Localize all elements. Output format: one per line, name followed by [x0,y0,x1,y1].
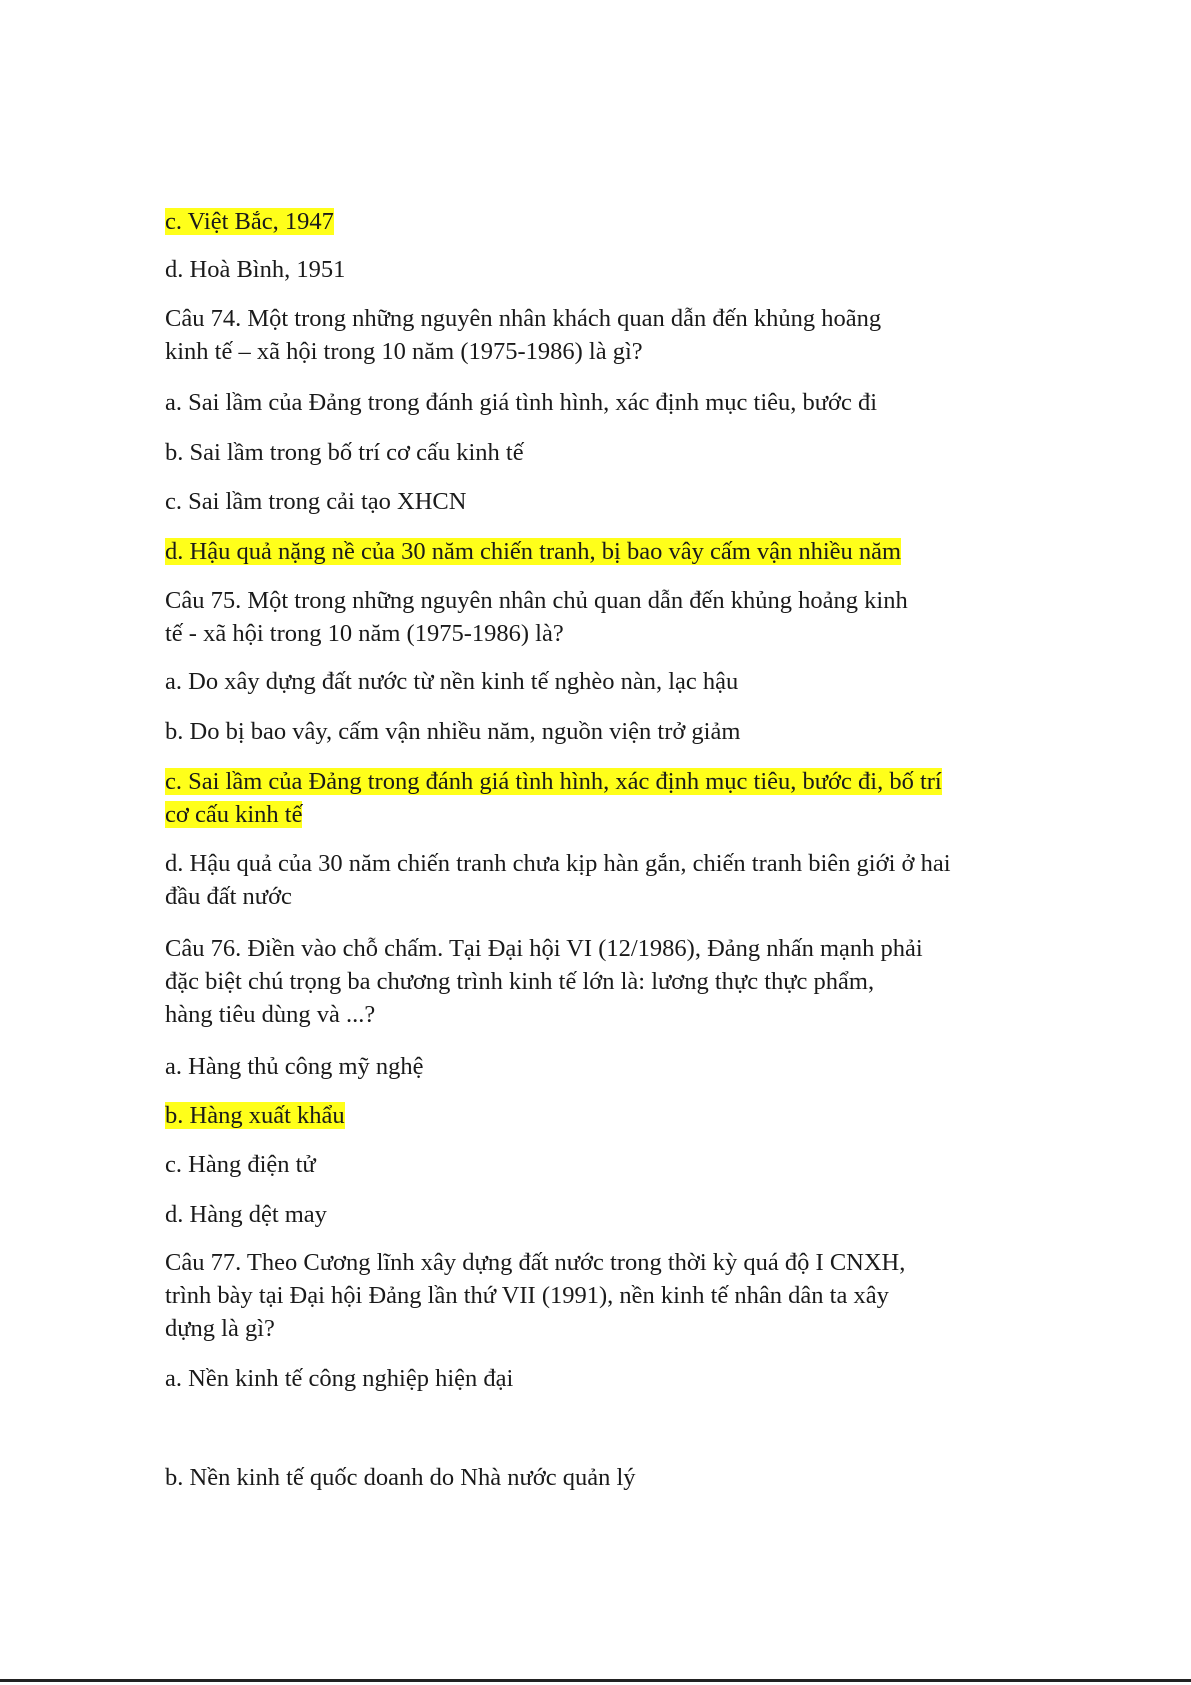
q77-option-b: b. Nền kinh tế quốc doanh do Nhà nước quản lý [165,1464,636,1491]
q75-option-b: b. Do bị bao vây, cấm vận nhiều năm, nguồn viện trở giảm [165,718,741,745]
q74-question-line2: kinh tế – xã hội trong 10 năm (1975-1986) là gì? [165,338,643,365]
answer-highlight: cơ cấu kinh tế [165,801,303,828]
q74-option-d [165,535,1085,568]
q75-option-d [165,847,1085,913]
answer-highlight: c. Việt Bắc, 1947 [165,208,334,235]
q77-question [165,1246,1085,1345]
q77-question-line2: trình bày tại Đại hội Đảng lần thứ VII (1991), nền kinh tế nhân dân ta xây [165,1282,889,1309]
q76-question-line1: Câu 76. Điền vào chỗ chấm. Tại Đại hội VI (12/1986), Đảng nhấn mạnh phải [165,935,923,962]
q74-option-b: b. Sai lầm trong bố trí cơ cấu kinh tế [165,439,524,466]
q75-question-line1: Câu 75. Một trong những nguyên nhân chủ quan dẫn đến khủng hoảng kinh [165,587,908,614]
q77-question-line1: Câu 77. Theo Cương lĩnh xây dựng đất nước trong thời kỳ quá độ I CNXH, [165,1249,906,1276]
q73-option-d: d. Hoà Bình, 1951 [165,256,346,283]
q76-option-b [165,1099,1085,1132]
answer-highlight: b. Hàng xuất khẩu [165,1102,345,1129]
q75-option-a: a. Do xây dựng đất nước từ nền kinh tế nghèo nàn, lạc hậu [165,668,739,695]
q74-question-line1: Câu 74. Một trong những nguyên nhân khách quan dẫn đến khủng hoãng [165,305,882,332]
q77-question-line3: dựng là gì? [165,1315,275,1342]
q75-option-c [165,765,1085,831]
q76-option-c: c. Hàng điện tử [165,1151,316,1178]
answer-highlight: c. Sai lầm của Đảng trong đánh giá tình hình, xác định mục tiêu, bước đi, bố trí [165,768,942,795]
q76-option-a: a. Hàng thủ công mỹ nghệ [165,1053,424,1080]
q75-option-d-line2: đầu đất nước [165,883,292,910]
q74-option-a: a. Sai lầm của Đảng trong đánh giá tình hình, xác định mục tiêu, bước đi [165,389,878,416]
q75-option-d-line1: d. Hậu quả của 30 năm chiến tranh chưa kịp hàn gắn, chiến tranh biên giới ở hai [165,850,951,877]
q76-question-line3: hàng tiêu dùng và ...? [165,1001,376,1028]
q76-question-line2: đặc biệt chú trọng ba chương trình kinh tế lớn là: lương thực thực phẩm, [165,968,875,995]
q76-question [165,932,1085,1031]
q75-question [165,584,1085,650]
q74-option-c: c. Sai lầm trong cải tạo XHCN [165,488,467,515]
q75-question-line2: tế - xã hội trong 10 năm (1975-1986) là? [165,620,564,647]
q77-option-a: a. Nền kinh tế công nghiệp hiện đại [165,1365,514,1392]
answer-highlight: d. Hậu quả nặng nề của 30 năm chiến tranh, bị bao vây cấm vận nhiều năm [165,538,902,565]
q74-question [165,302,1085,368]
q76-option-d: d. Hàng dệt may [165,1201,327,1228]
page-bottom-rule [0,1679,1191,1682]
q73-option-c [165,205,1085,238]
